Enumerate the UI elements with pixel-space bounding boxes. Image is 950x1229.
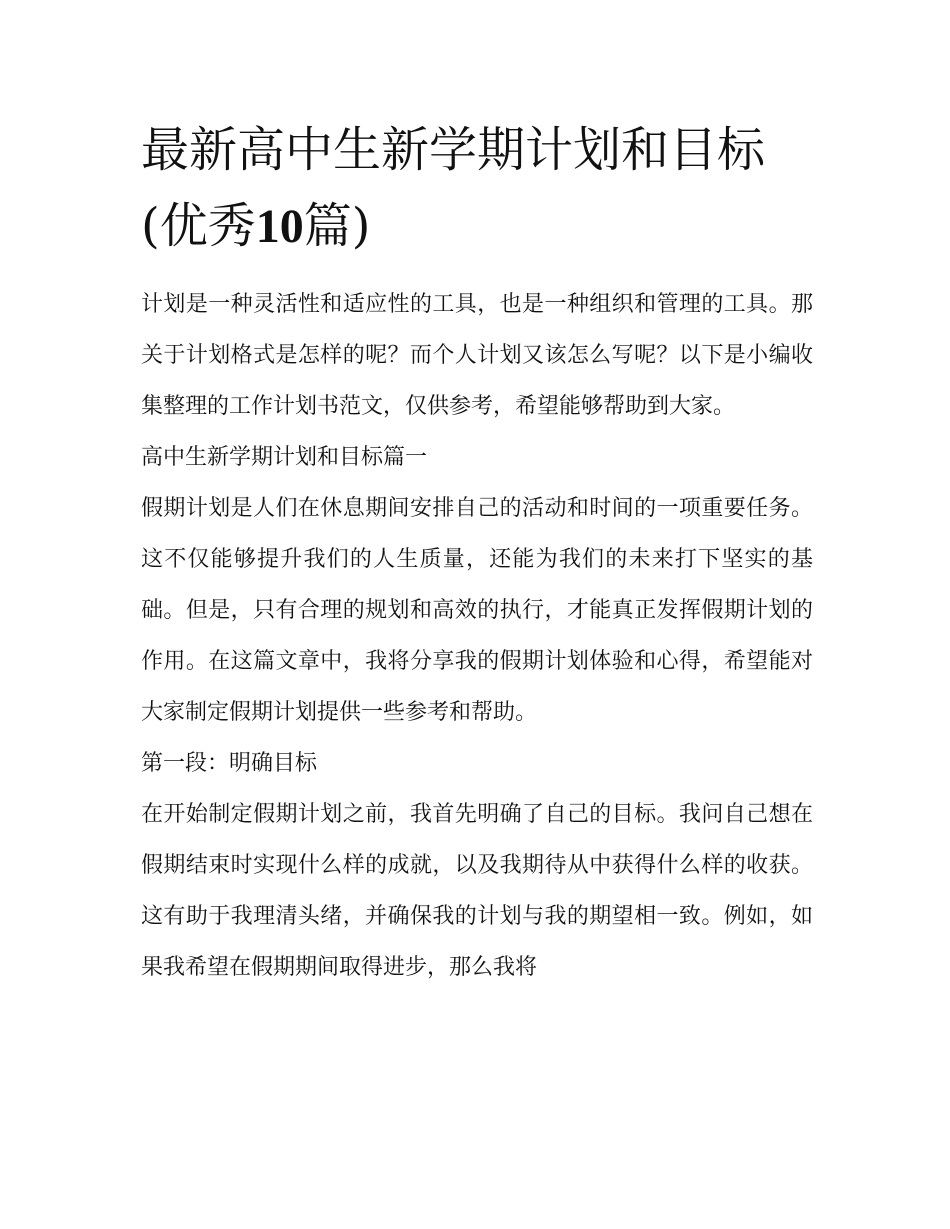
title-line-2	[141, 198, 370, 254]
body-paragraph-clear-goals: 在开始制定假期计划之前，我首先明确了自己的目标。我问自己想在假期结束时实现什么样的成就，以及我期待从中获得什么样的收获。这有助于我理清头绪，并确保我的计划与我的期望相一致。例如，如果我希望在假期期间取得进步，那么我将	[141, 802, 813, 980]
section-heading-chapter-one: 高中生新学期计划和目标篇一	[141, 445, 428, 470]
document-content	[141, 112, 813, 993]
title-paren-close: 篇)	[303, 198, 371, 254]
intro-paragraph: 计划是一种灵活性和适应性的工具，也是一种组织和管理的工具。那关于计划格式是怎样的呢？而个人计划又该怎么写呢？以下是小编收集整理的工作计划书范文，仅供参考，希望能够帮助到大家。	[141, 292, 813, 419]
title-paren-open: (优秀	[141, 198, 256, 254]
body-paragraph-vacation-plan: 假期计划是人们在休息期间安排自己的活动和时间的一项重要任务。这不仅能够提升我们的人生质量，还能为我们的未来打下坚实的基础。但是，只有合理的规划和高效的执行，才能真正发挥假期计划的作用。在这篇文章中，我将分享我的假期计划体验和心得，希望能对大家制定假期计划提供一些参考和帮助。	[141, 496, 813, 725]
section-heading-first-paragraph: 第一段：明确目标	[141, 751, 318, 776]
document-title	[141, 112, 813, 265]
title-line-1: 最新高中生新学期计划和目标	[141, 122, 766, 178]
title-count: 10	[255, 200, 304, 253]
